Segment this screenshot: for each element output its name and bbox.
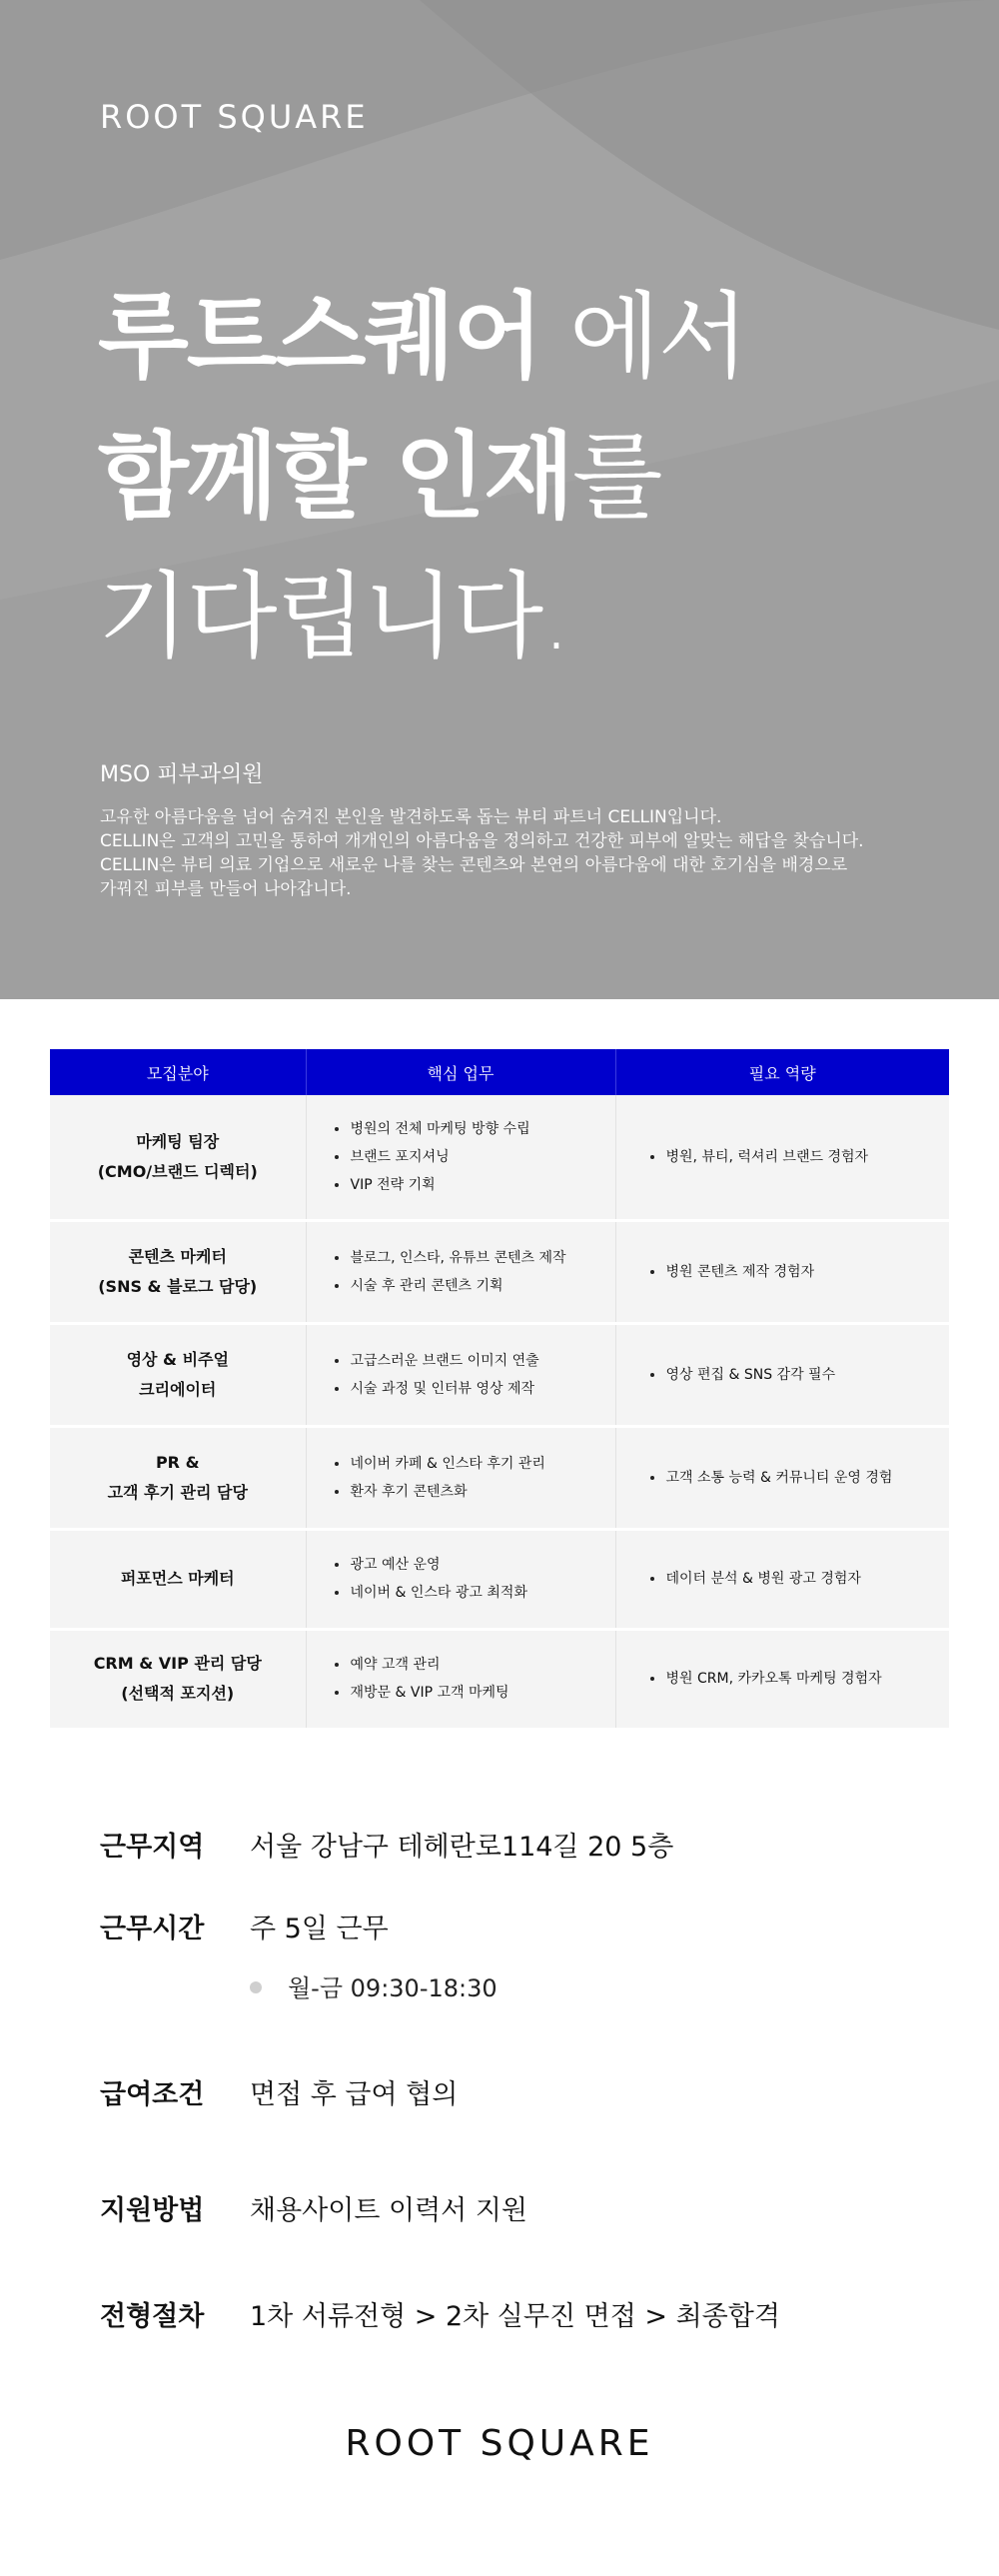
process-value: 1차 서류전형 > 2차 실무진 면접 > 최종합격 (250, 2301, 780, 2332)
table-row (50, 1529, 949, 1629)
table-row (50, 1629, 949, 1729)
location-value: 서울 강남구 테헤란로114길 20 5층 (250, 1832, 674, 1863)
header-field: 모집분야 (50, 1049, 306, 1095)
position-requirements (615, 1529, 949, 1629)
headline-particle-1: 에서 (541, 283, 747, 392)
requirement-item: 데이터 분석 & 병원 광고 경험자 (666, 1565, 950, 1593)
bullet-dot-icon (250, 1981, 262, 1993)
task-item: 블로그, 인스타, 유튜브 콘텐츠 제작 (351, 1244, 615, 1272)
header-tasks: 핵심 업무 (306, 1049, 615, 1095)
positions-table (50, 1049, 949, 1731)
position-name: 퍼포먼스 마케터 (50, 1529, 306, 1629)
table-row (50, 1220, 949, 1323)
description-line: CELLIN은 뷰티 의료 기업으로 새로운 나를 찾는 콘텐츠와 본연의 아름다움에 대한 호기심을 배경으로 (100, 855, 848, 875)
position-tasks (306, 1323, 615, 1426)
task-item: 네이버 카페 & 인스타 후기 관리 (351, 1450, 615, 1478)
task-item: 환자 후기 콘텐츠화 (351, 1478, 615, 1506)
table-row (50, 1426, 949, 1529)
table-row (50, 1323, 949, 1426)
task-item: 병원의 전체 마케팅 방향 수립 (351, 1115, 615, 1143)
hero-banner (0, 0, 999, 999)
requirement-item: 고객 소통 능력 & 커뮤니티 운영 경험 (666, 1464, 950, 1492)
requirement-item: 병원 콘텐츠 제작 경험자 (666, 1258, 950, 1286)
location-label: 근무지역 (100, 1832, 205, 1863)
position-requirements (615, 1426, 949, 1529)
header-requirements: 필요 역량 (615, 1049, 949, 1095)
position-tasks (306, 1629, 615, 1729)
brand-logo-bottom: ROOT SQUARE (345, 2423, 654, 2464)
requirement-item: 영상 편집 & SNS 감각 필수 (666, 1361, 950, 1389)
position-requirements (615, 1220, 949, 1323)
position-name: CRM & VIP 관리 담당 (선택적 포지션) (50, 1629, 306, 1729)
task-item: 예약 고객 관리 (351, 1651, 615, 1679)
position-tasks (306, 1220, 615, 1323)
task-item: 재방문 & VIP 고객 마케팅 (351, 1679, 615, 1707)
apply-value: 채용사이트 이력서 지원 (250, 2195, 527, 2226)
salary-label: 급여조건 (100, 2079, 205, 2110)
description-line: 고유한 아름다움을 넘어 숨겨진 본인을 발견하도록 돕는 뷰티 파트너 CELLIN입니다. (100, 807, 722, 827)
description-line: 가꿔진 피부를 만들어 나아갑니다. (100, 879, 352, 899)
process-label: 전형절차 (100, 2301, 205, 2332)
headline (98, 268, 747, 687)
position-tasks (306, 1095, 615, 1220)
headline-company: 루트스퀘어 (98, 283, 542, 392)
position-tasks (306, 1426, 615, 1529)
position-name: 영상 & 비주얼 크리에이터 (50, 1323, 306, 1426)
headline-waiting: 기다립니다. (98, 563, 569, 671)
task-item: 시술 후 관리 콘텐츠 기획 (351, 1272, 615, 1300)
position-tasks (306, 1529, 615, 1629)
task-item: 네이버 & 인스타 광고 최적화 (351, 1579, 615, 1607)
brand-logo-top: ROOT SQUARE (100, 98, 369, 136)
position-requirements (615, 1323, 949, 1426)
position-name: 마케팅 팀장 (CMO/브랜드 디렉터) (50, 1095, 306, 1220)
hours-detail (250, 1968, 498, 2003)
position-name: PR & 고객 후기 관리 담당 (50, 1426, 306, 1529)
task-item: VIP 전략 기획 (351, 1171, 615, 1199)
requirement-item: 병원 CRM, 카카오톡 마케팅 경험자 (666, 1665, 950, 1693)
hours-detail-text: 월-금 09:30-18:30 (288, 1974, 498, 2002)
task-item: 시술 과정 및 인터뷰 영상 제작 (351, 1375, 615, 1403)
task-item: 광고 예산 운영 (351, 1551, 615, 1579)
description-line: CELLIN은 고객의 고민을 통하여 개개인의 아름다움을 정의하고 건강한 피부에 알맞는 해답을 찾습니다. (100, 831, 864, 851)
table-row (50, 1095, 949, 1220)
hours-value: 주 5일 근무 (250, 1914, 389, 1944)
position-requirements (615, 1629, 949, 1729)
headline-particle-2: 를 (571, 423, 661, 532)
position-requirements (615, 1095, 949, 1220)
hero-subtitle: MSO 피부과의원 (100, 762, 264, 787)
task-item: 고급스러운 브랜드 이미지 연출 (351, 1347, 615, 1375)
requirement-item: 병원, 뷰티, 럭셔리 브랜드 경험자 (666, 1143, 950, 1171)
headline-talent: 함께할 인재 (98, 423, 572, 532)
position-name: 콘텐츠 마케터 (SNS & 블로그 담당) (50, 1220, 306, 1323)
apply-label: 지원방법 (100, 2195, 205, 2226)
hero-description (100, 805, 939, 901)
task-item: 브랜드 포지셔닝 (351, 1143, 615, 1171)
table-header-row (50, 1049, 949, 1095)
hours-label: 근무시간 (100, 1914, 205, 1944)
salary-value: 면접 후 급여 협의 (250, 2079, 459, 2110)
